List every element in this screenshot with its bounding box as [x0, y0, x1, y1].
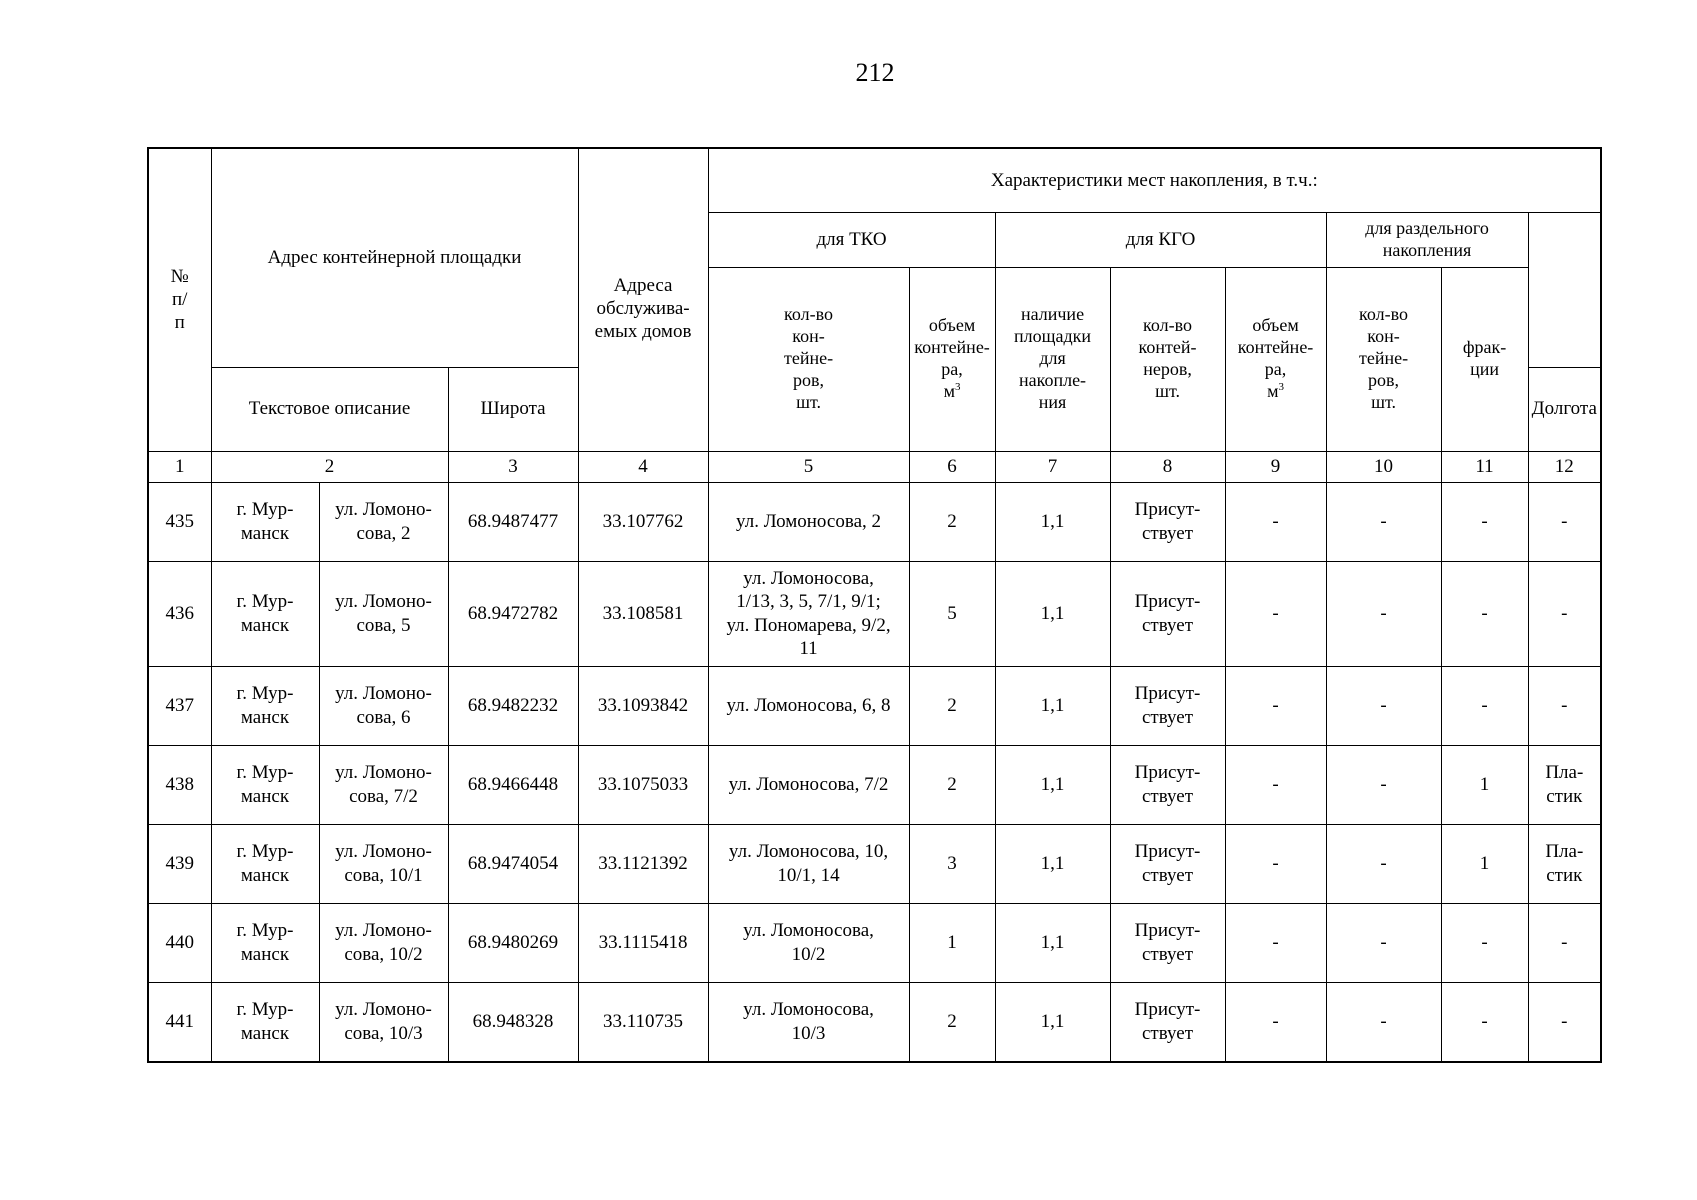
city-cell: г. Мур- манск [211, 561, 319, 666]
city-cell: г. Мур- манск [211, 982, 319, 1062]
sep-fractions-cell: - [1528, 982, 1601, 1062]
sep-fractions-cell: - [1528, 903, 1601, 982]
table-body [148, 482, 1601, 1062]
tko-volume-cell: 1,1 [995, 903, 1110, 982]
tko-count-cell: 2 [909, 666, 995, 745]
header-kgo-presence: наличие площадки для накопле- ния [995, 267, 1110, 451]
longitude-cell: 33.1121392 [578, 824, 708, 903]
row-number: 440 [148, 903, 211, 982]
tko-count-cell: 2 [909, 745, 995, 824]
column-numbers-row [148, 451, 1601, 482]
tko-volume-cell: 1,1 [995, 824, 1110, 903]
row-number: 438 [148, 745, 211, 824]
column-number: 9 [1225, 451, 1326, 482]
street-cell: ул. Ломоно- сова, 5 [319, 561, 448, 666]
column-number: 7 [995, 451, 1110, 482]
latitude-cell: 68.9466448 [448, 745, 578, 824]
header-separate: для раздельного накопления [1326, 212, 1528, 267]
kgo-presence-cell: Присут- ствует [1110, 561, 1225, 666]
kgo-volume-cell: - [1326, 903, 1441, 982]
tko-volume-cell: 1,1 [995, 745, 1110, 824]
kgo-volume-cell: - [1326, 745, 1441, 824]
header-longitude: Долгота [1528, 367, 1601, 451]
table-row [148, 561, 1601, 666]
city-cell: г. Мур- манск [211, 482, 319, 561]
longitude-cell: 33.108581 [578, 561, 708, 666]
row-number: 441 [148, 982, 211, 1062]
sep-count-cell: - [1441, 666, 1528, 745]
sep-fractions-cell: Пла- стик [1528, 745, 1601, 824]
header-num: № п/п [148, 148, 211, 451]
header-sep-fractions: фрак- ции [1441, 267, 1528, 451]
served-houses-cell: ул. Ломоносова, 7/2 [708, 745, 909, 824]
row-number: 439 [148, 824, 211, 903]
kgo-presence-cell: Присут- ствует [1110, 824, 1225, 903]
sep-count-cell: - [1441, 903, 1528, 982]
kgo-volume-cell: - [1326, 482, 1441, 561]
street-cell: ул. Ломоно- сова, 10/3 [319, 982, 448, 1062]
sep-count-cell: - [1441, 982, 1528, 1062]
latitude-cell: 68.9487477 [448, 482, 578, 561]
header-tko-volume-text: объем контейне- ра, м [914, 315, 990, 401]
header-kgo-count: кол-во контей- неров, шт. [1110, 267, 1225, 451]
street-cell: ул. Ломоно- сова, 7/2 [319, 745, 448, 824]
header-tko-count: кол-во кон- тейне- ров, шт. [708, 267, 909, 451]
cube-superscript: 3 [1278, 380, 1284, 393]
city-cell: г. Мур- манск [211, 903, 319, 982]
longitude-cell: 33.1093842 [578, 666, 708, 745]
latitude-cell: 68.9472782 [448, 561, 578, 666]
kgo-count-cell: - [1225, 561, 1326, 666]
city-cell: г. Мур- манск [211, 824, 319, 903]
header-kgo-volume-text: объем контейне- ра, м [1237, 315, 1314, 401]
table-row [148, 982, 1601, 1062]
served-houses-cell: ул. Ломоносова, 10, 10/1, 14 [708, 824, 909, 903]
header-latitude: Широта [448, 367, 578, 451]
kgo-count-cell: - [1225, 824, 1326, 903]
sep-fractions-cell: - [1528, 561, 1601, 666]
tko-volume-cell: 1,1 [995, 482, 1110, 561]
table-row [148, 903, 1601, 982]
cube-superscript: 3 [954, 380, 961, 393]
header-sep-count: кол-во кон- тейне- ров, шт. [1326, 267, 1441, 451]
street-cell: ул. Ломоно- сова, 10/1 [319, 824, 448, 903]
column-number: 10 [1326, 451, 1441, 482]
tko-count-cell: 3 [909, 824, 995, 903]
kgo-volume-cell: - [1326, 666, 1441, 745]
latitude-cell: 68.9482232 [448, 666, 578, 745]
tko-volume-cell: 1,1 [995, 561, 1110, 666]
served-houses-cell: ул. Ломоносова, 10/3 [708, 982, 909, 1062]
header-address: Адрес контейнерной площадки [211, 148, 578, 367]
sep-count-cell: - [1441, 482, 1528, 561]
header-kgo: для КГО [995, 212, 1326, 267]
tko-count-cell: 2 [909, 982, 995, 1062]
kgo-volume-cell: - [1326, 824, 1441, 903]
tko-volume-cell: 1,1 [995, 666, 1110, 745]
table-row [148, 666, 1601, 745]
longitude-cell: 33.1075033 [578, 745, 708, 824]
column-number: 11 [1441, 451, 1528, 482]
row-number: 435 [148, 482, 211, 561]
kgo-count-cell: - [1225, 482, 1326, 561]
longitude-cell: 33.107762 [578, 482, 708, 561]
kgo-count-cell: - [1225, 666, 1326, 745]
column-number: 4 [578, 451, 708, 482]
header-address-text: Текстовое описание [211, 367, 448, 451]
column-number: 5 [708, 451, 909, 482]
tko-count-cell: 5 [909, 561, 995, 666]
served-houses-cell: ул. Ломоносова, 1/13, 3, 5, 7/1, 9/1; ул. Пономарева, 9/2, 11 [708, 561, 909, 666]
city-cell: г. Мур- манск [211, 666, 319, 745]
latitude-cell: 68.948328 [448, 982, 578, 1062]
column-number: 3 [448, 451, 578, 482]
row-number: 437 [148, 666, 211, 745]
served-houses-cell: ул. Ломоносова, 10/2 [708, 903, 909, 982]
latitude-cell: 68.9480269 [448, 903, 578, 982]
latitude-cell: 68.9474054 [448, 824, 578, 903]
row-number: 436 [148, 561, 211, 666]
kgo-presence-cell: Присут- ствует [1110, 666, 1225, 745]
sep-fractions-cell: - [1528, 482, 1601, 561]
kgo-count-cell: - [1225, 903, 1326, 982]
sep-count-cell: 1 [1441, 824, 1528, 903]
kgo-presence-cell: Присут- ствует [1110, 482, 1225, 561]
header-characteristics: Характеристики мест накопления, в т.ч.: [708, 148, 1601, 212]
longitude-cell: 33.1115418 [578, 903, 708, 982]
page-number: 212 [855, 58, 895, 87]
sep-count-cell: - [1441, 561, 1528, 666]
kgo-volume-cell: - [1326, 982, 1441, 1062]
kgo-presence-cell: Присут- ствует [1110, 982, 1225, 1062]
header-tko-volume [909, 267, 995, 451]
sep-fractions-cell: - [1528, 666, 1601, 745]
longitude-cell: 33.110735 [578, 982, 708, 1062]
street-cell: ул. Ломоно- сова, 2 [319, 482, 448, 561]
tko-volume-cell: 1,1 [995, 982, 1110, 1062]
column-number: 1 [148, 451, 211, 482]
sep-fractions-cell: Пла- стик [1528, 824, 1601, 903]
street-cell: ул. Ломоно- сова, 10/2 [319, 903, 448, 982]
column-number: 2 [211, 451, 448, 482]
container-sites-table [147, 147, 1602, 1063]
tko-count-cell: 1 [909, 903, 995, 982]
column-number: 12 [1528, 451, 1601, 482]
table-header [148, 148, 1601, 482]
header-served-houses: Адреса обслужива- емых домов [578, 148, 708, 451]
header-tko: для ТКО [708, 212, 995, 267]
column-number: 6 [909, 451, 995, 482]
kgo-count-cell: - [1225, 982, 1326, 1062]
kgo-count-cell: - [1225, 745, 1326, 824]
table-row [148, 824, 1601, 903]
sep-count-cell: 1 [1441, 745, 1528, 824]
table-row [148, 482, 1601, 561]
header-kgo-volume [1225, 267, 1326, 451]
served-houses-cell: ул. Ломоносова, 2 [708, 482, 909, 561]
city-cell: г. Мур- манск [211, 745, 319, 824]
kgo-volume-cell: - [1326, 561, 1441, 666]
kgo-presence-cell: Присут- ствует [1110, 745, 1225, 824]
column-number: 8 [1110, 451, 1225, 482]
table-row [148, 745, 1601, 824]
street-cell: ул. Ломоно- сова, 6 [319, 666, 448, 745]
kgo-presence-cell: Присут- ствует [1110, 903, 1225, 982]
served-houses-cell: ул. Ломоносова, 6, 8 [708, 666, 909, 745]
tko-count-cell: 2 [909, 482, 995, 561]
